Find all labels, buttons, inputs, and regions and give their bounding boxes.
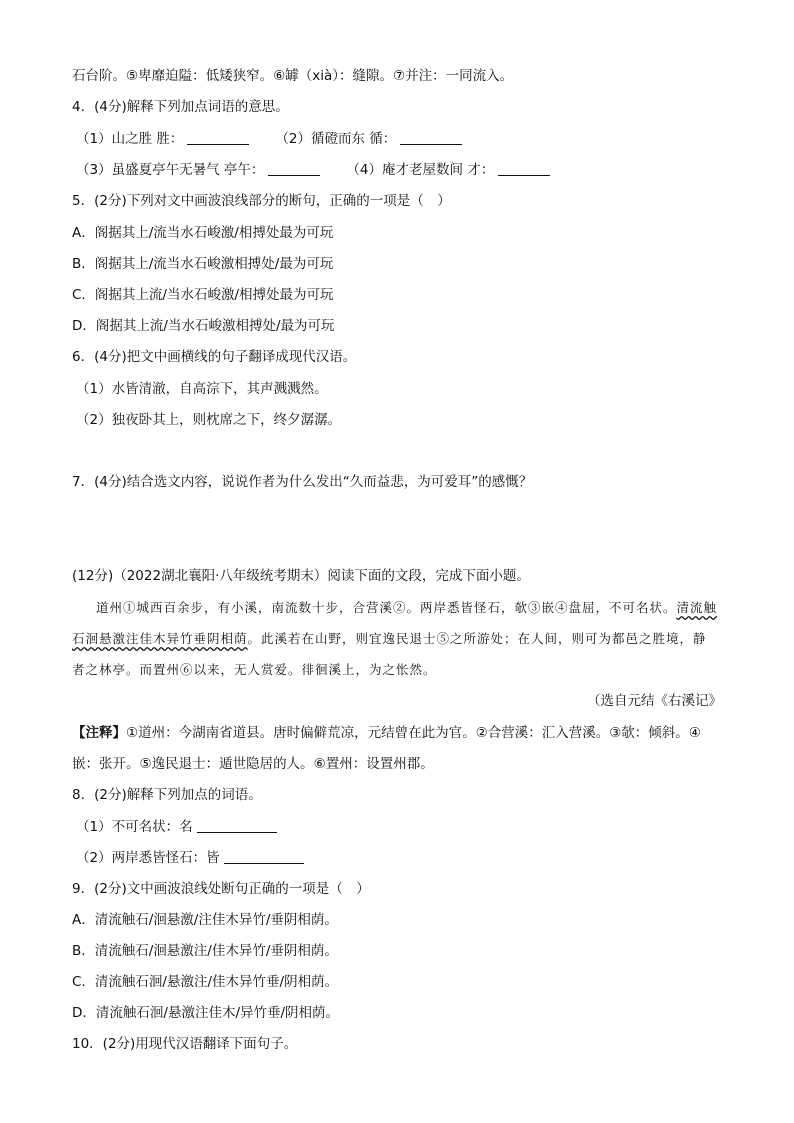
passage2-notes-line2: 嵌：张开。⑤逸民退士：遁世隐居的人。⑥置州：设置州郡。 xyxy=(72,756,434,772)
q4-stem: 4．(4分)解释下列加点词语的意思。 xyxy=(72,99,289,115)
q9-option-d[interactable]: D．清流触石洄/悬激注佳木/异竹垂/阴相荫。 xyxy=(72,1005,340,1021)
passage2-source: （选自元结《右溪记》 xyxy=(587,693,722,709)
top-notes: 石台阶。⑤卑靡迫隘：低矮狭窄。⑥罅（xià）：缝隙。⑦并注：一同流入。 xyxy=(72,68,514,84)
passage2-line2-text: 。此溪若在山野，则宜逸民退士⑤之所游处；在人间，则可为都邑之胜境，静 xyxy=(247,631,707,646)
q9-option-c[interactable]: C．清流触石洄/悬激注/佳木异竹垂/阴相荫。 xyxy=(72,974,339,990)
q6-item1: （1）水皆清澈，自高淙下，其声溅溅然。 xyxy=(76,381,328,397)
q7-stem: 7．(4分)结合选文内容，说说作者为什么发出“久而益悲，为可爱耳”的感慨？ xyxy=(72,474,533,490)
passage2-line3: 者之林亭。而置州⑥以来，无人赏爱。徘徊溪上，为之怅然。 xyxy=(72,662,437,677)
q5-option-b[interactable]: B．阁据其上/流当水石峻激相搏处/最为可玩 xyxy=(72,256,334,272)
q8-row2 xyxy=(76,848,308,868)
passage2-wavy-2: 石洄悬激注佳木异竹垂阴相荫 xyxy=(72,631,248,646)
q4-row2 xyxy=(76,160,554,180)
notes-label: 【注释】 xyxy=(72,725,126,741)
q8-item1: （1）不可名状：名 xyxy=(76,819,193,835)
q5-option-c[interactable]: C．阁据其上流/当水石峻激/相搏处最为可玩 xyxy=(72,287,334,303)
q5-option-a[interactable]: A．阁据其上/流当水石峻激/相搏处最为可玩 xyxy=(72,225,334,241)
q6-item2: （2）独夜卧其上，则枕席之下，终夕潺潺。 xyxy=(76,412,342,428)
q9-stem: 9．(2分)文中画波浪线处断句正确的一项是（ ） xyxy=(72,881,370,897)
passage2-line2 xyxy=(72,629,707,649)
passage2-intro: (12分)（2022湖北襄阳·八年级统考期末）阅读下面的文段，完成下面小题。 xyxy=(72,568,530,584)
q5-stem: 5．(2分)下列对文中画波浪线部分的断句，正确的一项是（ ） xyxy=(72,193,451,209)
q8-blank2[interactable] xyxy=(224,849,304,864)
q9-option-b[interactable]: B．清流触石/洄悬激注/佳木异竹/垂阴相荫。 xyxy=(72,943,338,959)
q4-item3: （3）虽盛夏亭午无暑气 亭午： xyxy=(76,162,265,178)
q9-option-a[interactable]: A．清流触石/洄悬激/注佳木异竹/垂阴相荫。 xyxy=(72,912,338,928)
q4-blank2[interactable] xyxy=(400,130,462,145)
passage2-wavy-1: 清流触 xyxy=(676,600,718,615)
passage2-line1-text: 道州①城西百余步，有小溪，南流数十步，合营溪②。两岸悉皆怪石，欹③嵌④盘屈，不可名状。 xyxy=(96,600,677,615)
q8-stem: 8．(2分)解释下列加点的词语。 xyxy=(72,787,262,803)
q6-stem: 6．(4分)把文中画横线的句子翻译成现代汉语。 xyxy=(72,349,357,365)
q10-stem: 10．(2分)用现代汉语翻译下面句子。 xyxy=(72,1036,298,1052)
passage2-line1 xyxy=(96,598,717,618)
notes-text-1: ①道州：今湖南省道县。唐时偏僻荒凉，元结曾在此为官。②合营溪：汇入营溪。③欹：倾斜。④ xyxy=(126,725,701,741)
q4-blank4[interactable] xyxy=(498,161,550,176)
q5-option-d[interactable]: D．阁据其上流/当水石峻激相搏处/最为可玩 xyxy=(72,318,335,334)
q8-row1 xyxy=(76,817,281,837)
q4-item4: （4）庵才老屋数间 才： xyxy=(346,162,495,178)
passage2-notes-line1 xyxy=(72,723,701,743)
q4-blank3[interactable] xyxy=(268,161,320,176)
q4-item1: （1）山之胜 胜： xyxy=(76,131,184,147)
q4-row1 xyxy=(76,129,466,149)
q4-item2: （2）循磴而东 循： xyxy=(275,131,397,147)
q8-blank1[interactable] xyxy=(197,818,277,833)
q8-item2: （2）两岸悉皆怪石：皆 xyxy=(76,850,220,866)
q4-blank1[interactable] xyxy=(187,130,249,145)
